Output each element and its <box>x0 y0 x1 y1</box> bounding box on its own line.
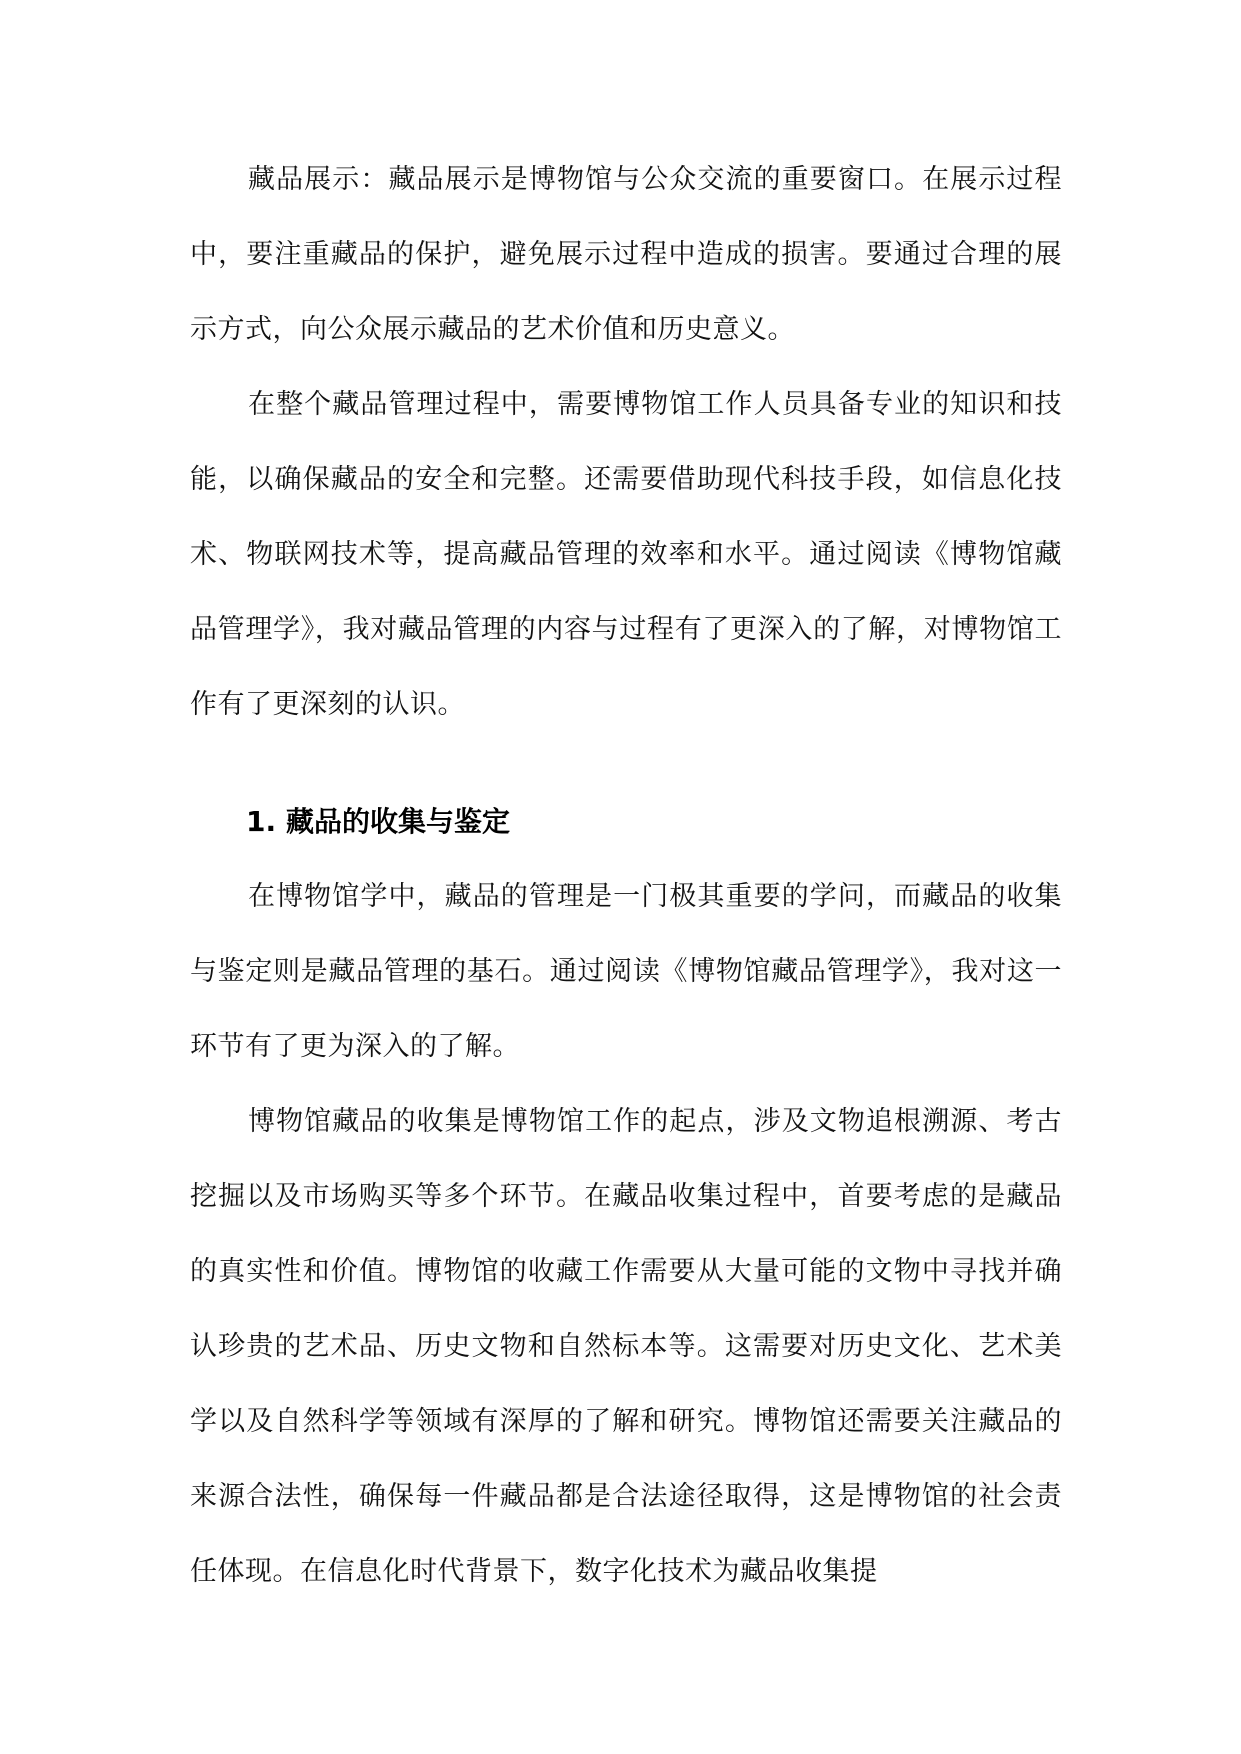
paragraph-management-summary: 在整个藏品管理过程中，需要博物馆工作人员具备专业的知识和技能，以确保藏品的安全和完整。还需要借助现代科技手段，如信息化技术、物联网技术等，提高藏品管理的效率和水平。通过阅读《博物馆藏品管理学》，我对藏品管理的内容与过程有了更深入的了解，对博物馆工作有了更深刻的认识。 <box>190 389 1062 720</box>
paragraph-collection-intro: 在博物馆学中，藏品的管理是一门极其重要的学问，而藏品的收集与鉴定则是藏品管理的基石。通过阅读《博物馆藏品管理学》，我对这一环节有了更为深入的了解。 <box>190 881 1062 1062</box>
paragraph-collection-detail: 博物馆藏品的收集是博物馆工作的起点，涉及文物追根溯源、考古挖掘以及市场购买等多个环节。在藏品收集过程中，首要考虑的是藏品的真实性和价值。博物馆的收藏工作需要从大量可能的文物中寻找并确认珍贵的艺术品、历史文物和自然标本等。这需要对历史文化、艺术美学以及自然科学等领域有深厚的了解和研究。博物馆还需要关注藏品的来源合法性，确保每一件藏品都是合法途径取得，这是博物馆的社会责任体现。在信息化时代背景下，数字化技术为藏品收集提 <box>190 1106 1062 1587</box>
section-heading <box>190 784 1062 859</box>
section-title: 藏品的收集与鉴定 <box>286 805 511 838</box>
document-body <box>190 142 1062 1609</box>
section-number: 1. <box>246 805 277 838</box>
paragraph-collection-display: 藏品展示：藏品展示是博物馆与公众交流的重要窗口。在展示过程中，要注重藏品的保护，避免展示过程中造成的损害。要通过合理的展示方式，向公众展示藏品的艺术价值和历史意义。 <box>190 164 1062 345</box>
